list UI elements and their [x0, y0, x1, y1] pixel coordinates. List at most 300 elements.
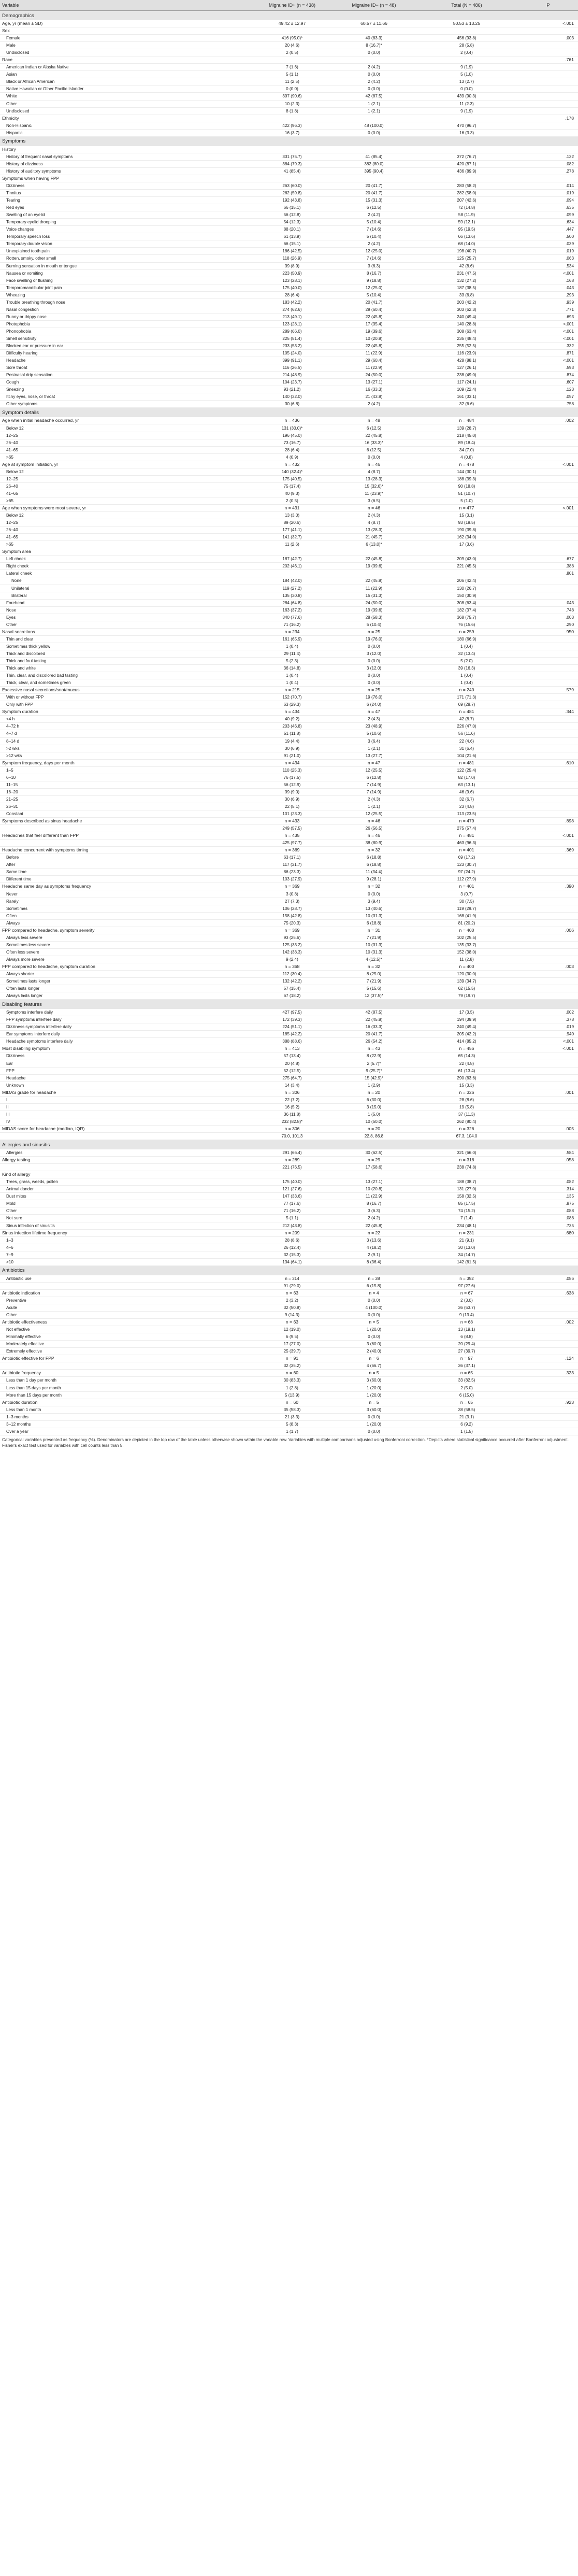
- total-cell: n = 481: [415, 832, 518, 839]
- variable-cell: Trouble breathing through nose: [0, 298, 251, 306]
- p-value-cell: [518, 64, 578, 71]
- migraine-id-positive-cell: n = 434: [251, 759, 333, 766]
- migraine-id-positive-cell: 105 (24.0): [251, 350, 333, 357]
- table-row: [0, 335, 578, 342]
- total-cell: 97 (24.2): [415, 869, 518, 876]
- migraine-id-negative-cell: 13 (27.1): [333, 379, 415, 386]
- migraine-id-positive-cell: 54 (12.3): [251, 219, 333, 226]
- table-row: [0, 635, 578, 643]
- total-cell: 235 (48.4): [415, 335, 518, 342]
- migraine-id-positive-cell: 1 (0.4): [251, 679, 333, 687]
- table-row: [0, 795, 578, 803]
- migraine-id-negative-cell: 15 (32.6)*: [333, 482, 415, 490]
- p-value-cell: .610: [518, 759, 578, 766]
- migraine-id-positive-cell: 192 (43.8): [251, 197, 333, 204]
- p-value-cell: [518, 1362, 578, 1370]
- table-row: [0, 803, 578, 810]
- total-cell: 142 (61.5): [415, 1258, 518, 1265]
- table-row: [0, 869, 578, 876]
- table-row: [0, 861, 578, 869]
- p-value-cell: [518, 934, 578, 941]
- p-value-cell: .874: [518, 372, 578, 379]
- variable-cell: Unilateral: [0, 585, 251, 592]
- table-row: [0, 1244, 578, 1251]
- migraine-id-positive-cell: 141 (32.7): [251, 534, 333, 541]
- migraine-id-positive-cell: 39 (8.9): [251, 262, 333, 269]
- migraine-id-positive-cell: 39 (9.0): [251, 788, 333, 795]
- table-row: [0, 475, 578, 482]
- variable-cell: Age at symptom initiation, yr: [0, 461, 251, 468]
- total-cell: 198 (40.7): [415, 248, 518, 255]
- migraine-id-negative-cell: 5 (10.6): [333, 730, 415, 737]
- migraine-id-negative-cell: 15 (31.3): [333, 592, 415, 599]
- variable-cell: Other: [0, 100, 251, 107]
- total-cell: 321 (66.0): [415, 1149, 518, 1157]
- migraine-id-positive-cell: 399 (91.1): [251, 357, 333, 364]
- variable-cell: 4–6: [0, 1244, 251, 1251]
- variable-cell: Before: [0, 854, 251, 861]
- migraine-id-negative-cell: 1 (2.1): [333, 803, 415, 810]
- migraine-id-positive-cell: 30 (6.9): [251, 795, 333, 803]
- total-cell: 255 (52.5): [415, 343, 518, 350]
- migraine-id-positive-cell: 177 (41.1): [251, 526, 333, 534]
- migraine-id-negative-cell: 11 (34.4): [333, 869, 415, 876]
- migraine-id-negative-cell: n = 47: [333, 708, 415, 716]
- total-cell: 21 (3.1): [415, 1413, 518, 1420]
- migraine-id-positive-cell: 187 (42.7): [251, 556, 333, 563]
- migraine-id-positive-cell: 175 (40.0): [251, 1178, 333, 1186]
- p-value-cell: [518, 752, 578, 759]
- migraine-id-positive-cell: 66 (15.1): [251, 204, 333, 211]
- total-cell: n = 400: [415, 963, 518, 970]
- migraine-id-negative-cell: 6 (18.8): [333, 854, 415, 861]
- total-cell: 4 (0.8): [415, 453, 518, 461]
- p-value-cell: [518, 1081, 578, 1089]
- variable-cell: Face swelling or flushing: [0, 277, 251, 284]
- table-row: [0, 592, 578, 599]
- section-header-row: [0, 1265, 578, 1275]
- p-value-cell: <.001: [518, 20, 578, 27]
- variable-row: [0, 832, 578, 839]
- variable-cell: 26–40: [0, 439, 251, 446]
- p-value-cell: [518, 810, 578, 817]
- table-row: [0, 1297, 578, 1304]
- variable-cell: None: [0, 577, 251, 585]
- migraine-id-positive-cell: 121 (27.6): [251, 1186, 333, 1193]
- p-value-cell: [518, 788, 578, 795]
- table-row: [0, 941, 578, 948]
- p-value-cell: [518, 1258, 578, 1265]
- migraine-id-positive-cell: n = 369: [251, 847, 333, 854]
- table-row: [0, 1222, 578, 1229]
- total-cell: 104 (21.6): [415, 752, 518, 759]
- variable-cell: Allergy testing: [0, 1157, 251, 1164]
- p-value-cell: [518, 1060, 578, 1067]
- variable-cell: Trees, grass, weeds, pollen: [0, 1178, 251, 1186]
- migraine-id-positive-cell: 291 (66.4): [251, 1149, 333, 1157]
- total-cell: 58 (11.9): [415, 211, 518, 219]
- migraine-id-positive-cell: 10 (2.3): [251, 100, 333, 107]
- p-value-cell: [518, 1111, 578, 1118]
- migraine-id-negative-cell: 0 (0.0): [333, 49, 415, 56]
- p-value-cell: .135: [518, 1193, 578, 1200]
- migraine-id-negative-cell: 1 (20.0): [333, 1420, 415, 1428]
- total-cell: 209 (43.0): [415, 556, 518, 563]
- migraine-id-negative-cell: 12 (25.0): [333, 284, 415, 291]
- table-row: [0, 107, 578, 115]
- p-value-cell: [518, 577, 578, 585]
- p-value-cell: [518, 439, 578, 446]
- p-value-cell: .123: [518, 386, 578, 393]
- migraine-id-positive-cell: 40 (9.3): [251, 490, 333, 497]
- migraine-id-negative-cell: 7 (14.9): [333, 781, 415, 788]
- migraine-id-negative-cell: 0 (0.0): [333, 1333, 415, 1341]
- variable-cell: Cough: [0, 379, 251, 386]
- total-cell: 1 (0.4): [415, 679, 518, 687]
- total-cell: 5 (1.0): [415, 71, 518, 78]
- migraine-id-positive-cell: 88 (20.1): [251, 226, 333, 233]
- variable-row: [0, 1171, 578, 1178]
- variable-cell: Antibiotic duration: [0, 1399, 251, 1406]
- total-cell: 187 (38.5): [415, 284, 518, 291]
- variable-cell: Antibiotic use: [0, 1275, 251, 1283]
- variable-cell: Headaches that feel different than FPP: [0, 832, 251, 839]
- total-cell: 34 (14.7): [415, 1251, 518, 1258]
- total-cell: 95 (19.5): [415, 226, 518, 233]
- total-cell: 32 (6.7): [415, 795, 518, 803]
- migraine-id-positive-cell: 106 (28.7): [251, 905, 333, 912]
- migraine-id-negative-cell: 2 (4.3): [333, 716, 415, 723]
- table-row: [0, 453, 578, 461]
- variable-cell: Sore throat: [0, 364, 251, 372]
- total-cell: 125 (25.7): [415, 255, 518, 262]
- variable-cell: Symptoms when having FPP: [0, 175, 251, 182]
- migraine-id-negative-cell: 11 (22.9): [333, 350, 415, 357]
- migraine-id-negative-cell: 6 (12.8): [333, 774, 415, 781]
- section-header-row: [0, 136, 578, 146]
- total-cell: 13 (2.7): [415, 78, 518, 86]
- migraine-id-positive-cell: 70.0, 101.3: [251, 1132, 333, 1140]
- variable-cell: Forehead: [0, 599, 251, 606]
- variable-cell: Antibiotic frequency: [0, 1370, 251, 1377]
- migraine-id-positive-cell: 13 (3.0): [251, 512, 333, 519]
- migraine-id-negative-cell: 0 (0.0): [333, 1297, 415, 1304]
- migraine-id-positive-cell: 30 (83.3): [251, 1377, 333, 1384]
- variable-cell: Other: [0, 1312, 251, 1319]
- p-value-cell: [518, 585, 578, 592]
- total-cell: 63 (13.1): [415, 781, 518, 788]
- total-cell: 9 (1.9): [415, 64, 518, 71]
- table-row: [0, 328, 578, 335]
- footnote-text: Categorical variables presented as frequency (%). Denominators are depicted in the top row of the table unless otherwise shown within the variable row. Variables with multiple comparisons adjusted using Bonferroni correction.: [2, 1437, 426, 1442]
- variable-row: [0, 687, 578, 694]
- total-cell: 68 (14.0): [415, 240, 518, 248]
- migraine-id-positive-cell: 32 (50.8): [251, 1304, 333, 1311]
- variable-cell: Undisclosed: [0, 49, 251, 56]
- total-cell: 120 (30.0): [415, 971, 518, 978]
- p-value-cell: [518, 122, 578, 129]
- migraine-id-negative-cell: 29 (60.4): [333, 357, 415, 364]
- total-cell: 420 (87.1): [415, 160, 518, 167]
- table-row: [0, 446, 578, 453]
- p-value-cell: [518, 985, 578, 992]
- variable-cell: Below 12: [0, 424, 251, 432]
- migraine-id-positive-cell: 225 (51.4): [251, 335, 333, 342]
- variable-row: [0, 1289, 578, 1297]
- migraine-id-negative-cell: 11 (23.9)*: [333, 490, 415, 497]
- total-cell: 7 (1.4): [415, 1215, 518, 1222]
- total-cell: 1 (0.4): [415, 643, 518, 650]
- migraine-id-negative-cell: 6 (18.8): [333, 861, 415, 869]
- total-cell: 69 (28.7): [415, 701, 518, 708]
- migraine-id-negative-cell: 20 (41.7): [333, 182, 415, 189]
- total-cell: 290 (63.6): [415, 1074, 518, 1081]
- variable-cell: History of auditory symptoms: [0, 167, 251, 175]
- migraine-id-negative-cell: 26 (54.2): [333, 1038, 415, 1045]
- p-value-cell: .534: [518, 262, 578, 269]
- table-row: [0, 35, 578, 42]
- variable-cell: Dizziness symptoms interfere daily: [0, 1023, 251, 1031]
- migraine-id-positive-cell: 17 (27.0): [251, 1341, 333, 1348]
- variable-row: [0, 175, 578, 182]
- p-value-cell: [518, 100, 578, 107]
- total-cell: 20 (29.4): [415, 1341, 518, 1348]
- p-value-cell: .058: [518, 1157, 578, 1164]
- p-value-cell: [518, 672, 578, 679]
- migraine-id-negative-cell: 10 (31.3): [333, 941, 415, 948]
- migraine-id-negative-cell: 22 (45.8): [333, 556, 415, 563]
- migraine-id-negative-cell: n = 5: [333, 1319, 415, 1326]
- migraine-id-negative-cell: 20 (41.7): [333, 190, 415, 197]
- migraine-id-positive-cell: 274 (62.6): [251, 306, 333, 313]
- variable-cell: Nasal congestion: [0, 306, 251, 313]
- variable-cell: Right cheek: [0, 563, 251, 570]
- total-cell: 42 (8.7): [415, 716, 518, 723]
- migraine-id-negative-cell: 13 (27.7): [333, 752, 415, 759]
- p-value-cell: .168: [518, 277, 578, 284]
- table-row: [0, 643, 578, 650]
- table-row: [0, 190, 578, 197]
- variable-row: [0, 1355, 578, 1362]
- p-value-cell: [518, 129, 578, 136]
- table-row: [0, 1009, 578, 1016]
- variable-cell: 7–9: [0, 1251, 251, 1258]
- variable-cell: Animal dander: [0, 1186, 251, 1193]
- total-cell: 72 (14.8): [415, 204, 518, 211]
- total-cell: 275 (57.4): [415, 825, 518, 832]
- migraine-id-positive-cell: 123 (28.1): [251, 320, 333, 328]
- variable-cell: Left cheek: [0, 556, 251, 563]
- total-cell: 59 (12.1): [415, 219, 518, 226]
- p-value-cell: [518, 716, 578, 723]
- migraine-id-negative-cell: n = 20: [333, 1089, 415, 1096]
- variable-cell: Unexplained tooth pain: [0, 248, 251, 255]
- variable-cell: Dizziness: [0, 182, 251, 189]
- p-value-cell: [518, 665, 578, 672]
- migraine-id-negative-cell: 19 (39.6): [333, 328, 415, 335]
- p-value-cell: [518, 1384, 578, 1391]
- migraine-id-positive-cell: [251, 115, 333, 122]
- migraine-id-positive-cell: 0 (0.0): [251, 86, 333, 93]
- migraine-id-negative-cell: 6 (13.0)*: [333, 541, 415, 548]
- total-cell: n = 481: [415, 708, 518, 716]
- p-value-cell: [518, 643, 578, 650]
- migraine-id-negative-cell: 12 (37.5)*: [333, 992, 415, 1000]
- p-value-cell: .290: [518, 621, 578, 628]
- migraine-id-positive-cell: 142 (38.3): [251, 948, 333, 956]
- migraine-id-positive-cell: 5 (13.9): [251, 1391, 333, 1399]
- migraine-id-negative-cell: 5 (10.4): [333, 621, 415, 628]
- migraine-id-negative-cell: 0 (0.0): [333, 679, 415, 687]
- p-value-cell: <.001: [518, 505, 578, 512]
- table-row: [0, 153, 578, 160]
- p-value-cell: .014: [518, 182, 578, 189]
- migraine-id-negative-cell: 13 (27.1): [333, 1178, 415, 1186]
- migraine-id-positive-cell: 5 (8.3): [251, 1420, 333, 1428]
- migraine-id-positive-cell: 57 (13.4): [251, 1052, 333, 1060]
- migraine-id-positive-cell: 289 (66.0): [251, 328, 333, 335]
- variable-row: [0, 883, 578, 890]
- variable-cell: Antibiotic effective for FPP: [0, 1355, 251, 1362]
- total-cell: 194 (39.9): [415, 1016, 518, 1023]
- migraine-id-negative-cell: n = 48: [333, 417, 415, 424]
- total-cell: n = 326: [415, 1125, 518, 1132]
- table-row: [0, 912, 578, 919]
- table-row: [0, 226, 578, 233]
- p-value-cell: .086: [518, 1275, 578, 1283]
- p-value-cell: .923: [518, 1399, 578, 1406]
- p-value-cell: [518, 592, 578, 599]
- migraine-id-negative-cell: n = 32: [333, 883, 415, 890]
- total-cell: n = 231: [415, 1229, 518, 1236]
- total-cell: 76 (15.6): [415, 621, 518, 628]
- variable-row: [0, 27, 578, 35]
- total-cell: 11 (2.8): [415, 956, 518, 963]
- section-header-row: [0, 11, 578, 21]
- variable-cell: 12–25: [0, 475, 251, 482]
- migraine-id-positive-cell: 40 (9.2): [251, 716, 333, 723]
- migraine-id-positive-cell: 110 (25.3): [251, 766, 333, 774]
- variable-cell: Less than 1 month: [0, 1406, 251, 1413]
- migraine-id-positive-cell: 52 (12.5): [251, 1067, 333, 1074]
- p-value-cell: .693: [518, 313, 578, 320]
- migraine-id-negative-cell: 12 (25.5): [333, 810, 415, 817]
- p-value-cell: .002: [518, 417, 578, 424]
- table-row: [0, 614, 578, 621]
- migraine-id-positive-cell: n = 234: [251, 628, 333, 635]
- migraine-id-positive-cell: 262 (59.8): [251, 190, 333, 197]
- total-cell: 74 (15.2): [415, 1207, 518, 1215]
- table-row: [0, 971, 578, 978]
- table-row: [0, 350, 578, 357]
- p-value-cell: .332: [518, 343, 578, 350]
- table-row: [0, 1193, 578, 1200]
- p-value-cell: <.001: [518, 1038, 578, 1045]
- total-cell: 123 (30.7): [415, 861, 518, 869]
- header-variable: Variable: [0, 0, 251, 11]
- migraine-id-positive-cell: 135 (30.8): [251, 592, 333, 599]
- variable-cell: [0, 825, 251, 832]
- migraine-id-positive-cell: [251, 175, 333, 182]
- p-value-cell: .005: [518, 1125, 578, 1132]
- variable-row: [0, 1399, 578, 1406]
- migraine-id-positive-cell: 118 (26.9): [251, 255, 333, 262]
- total-cell: 69 (17.2): [415, 854, 518, 861]
- total-cell: 127 (26.1): [415, 364, 518, 372]
- p-value-cell: [518, 971, 578, 978]
- migraine-id-positive-cell: [251, 1171, 333, 1178]
- migraine-id-negative-cell: 15 (31.3): [333, 197, 415, 204]
- total-cell: 182 (37.4): [415, 606, 518, 614]
- variable-cell: Red eyes: [0, 204, 251, 211]
- table-row: [0, 1215, 578, 1222]
- variable-cell: Thin, clear, and discolored bad tasting: [0, 672, 251, 679]
- variable-cell: III: [0, 1111, 251, 1118]
- table-row: [0, 1406, 578, 1413]
- variable-cell: Acute: [0, 1304, 251, 1311]
- variable-cell: Never: [0, 890, 251, 898]
- p-value-cell: [518, 1312, 578, 1319]
- p-value-cell: [518, 1074, 578, 1081]
- p-value-cell: [518, 526, 578, 534]
- table-row: [0, 1377, 578, 1384]
- migraine-id-positive-cell: 67 (18.2): [251, 992, 333, 1000]
- p-value-cell: [518, 1326, 578, 1333]
- total-cell: 27 (39.7): [415, 1348, 518, 1355]
- migraine-id-positive-cell: 232 (82.8)*: [251, 1118, 333, 1125]
- total-cell: 9 (1.9): [415, 107, 518, 115]
- migraine-id-positive-cell: 214 (48.9): [251, 372, 333, 379]
- total-cell: 65 (14.3): [415, 1052, 518, 1060]
- p-value-cell: .634: [518, 219, 578, 226]
- migraine-id-positive-cell: 196 (45.0): [251, 432, 333, 439]
- migraine-id-positive-cell: 41 (85.4): [251, 167, 333, 175]
- migraine-id-negative-cell: 16 (33.3): [333, 1023, 415, 1031]
- migraine-id-positive-cell: 140 (32.4)*: [251, 468, 333, 475]
- migraine-id-negative-cell: 3 (6.4): [333, 737, 415, 745]
- migraine-id-negative-cell: n = 32: [333, 963, 415, 970]
- migraine-id-negative-cell: 29 (60.4): [333, 306, 415, 313]
- variable-cell: FPP symptoms interfere daily: [0, 1016, 251, 1023]
- migraine-id-positive-cell: 71 (16.2): [251, 1207, 333, 1215]
- total-cell: 30 (7.5): [415, 898, 518, 905]
- table-row: [0, 672, 578, 679]
- p-value-cell: .638: [518, 1289, 578, 1297]
- migraine-id-negative-cell: 30 (62.5): [333, 1149, 415, 1157]
- migraine-id-negative-cell: n = 4: [333, 1289, 415, 1297]
- migraine-id-negative-cell: 8 (22.9): [333, 1052, 415, 1060]
- migraine-id-positive-cell: 28 (6.4): [251, 291, 333, 298]
- migraine-id-positive-cell: 71 (16.2): [251, 621, 333, 628]
- variable-cell: Headache: [0, 357, 251, 364]
- table-row: [0, 122, 578, 129]
- migraine-id-positive-cell: 2 (0.5): [251, 497, 333, 504]
- migraine-id-negative-cell: 10 (31.3): [333, 948, 415, 956]
- variable-cell: Minimally effective: [0, 1333, 251, 1341]
- migraine-id-negative-cell: 8 (36.4): [333, 1258, 415, 1265]
- migraine-id-negative-cell: 22 (45.8): [333, 432, 415, 439]
- migraine-id-positive-cell: 340 (77.6): [251, 614, 333, 621]
- p-value-cell: [518, 1341, 578, 1348]
- total-cell: 6 (8.8): [415, 1333, 518, 1341]
- migraine-id-negative-cell: 0 (0.0): [333, 643, 415, 650]
- total-cell: 221 (45.5): [415, 563, 518, 570]
- total-cell: 113 (23.5): [415, 810, 518, 817]
- p-value-cell: .323: [518, 1370, 578, 1377]
- p-value-cell: [518, 745, 578, 752]
- p-value-cell: .748: [518, 606, 578, 614]
- variable-row: [0, 1045, 578, 1052]
